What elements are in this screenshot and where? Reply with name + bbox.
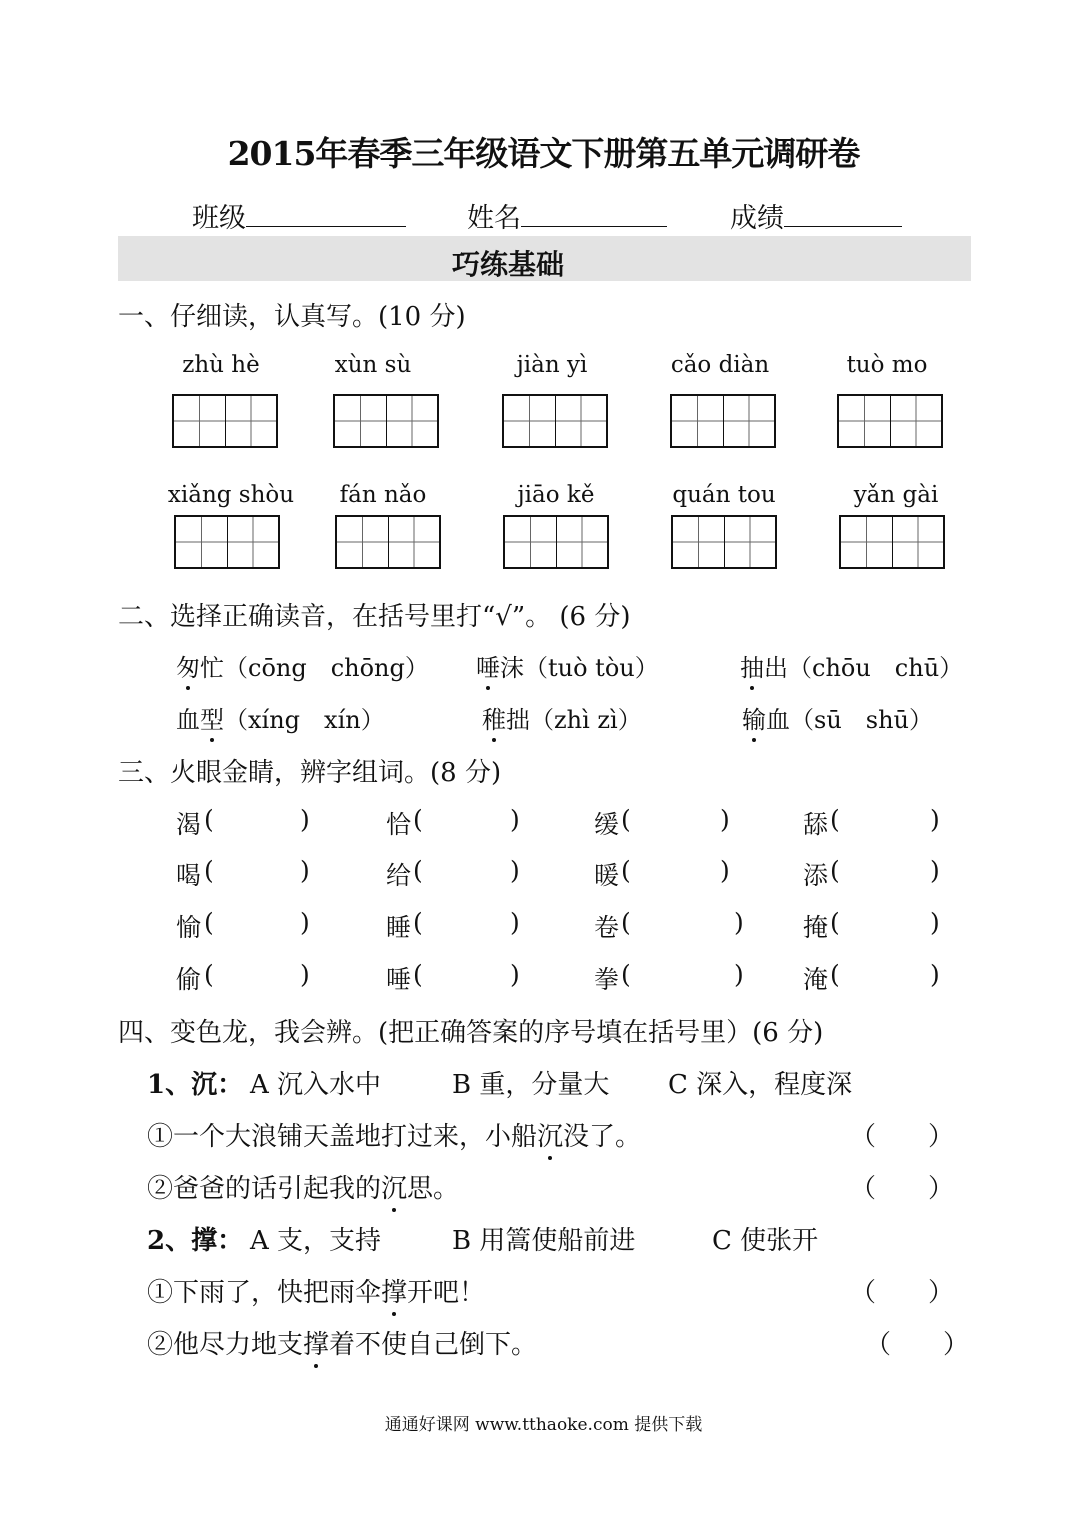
pinyin-label: jiàn yì	[516, 352, 588, 378]
pinyin-label: fán nǎo	[339, 482, 427, 508]
q2-option-c: C 使张开	[712, 1226, 819, 1256]
pronunciation-options[interactable]: （chōu chū）	[788, 654, 964, 682]
dotted-char: 抽	[740, 654, 764, 682]
dotted-char: 沉	[537, 1122, 564, 1152]
answer-slot[interactable]: (	[830, 960, 840, 989]
grid-cell[interactable]	[893, 517, 944, 567]
answer-paren[interactable]: （ ）	[850, 1174, 955, 1204]
writing-grid[interactable]	[503, 515, 609, 569]
answer-slot[interactable]: )	[300, 805, 310, 834]
pronunciation-options[interactable]: （xíng xín）	[224, 706, 385, 734]
grid-cell[interactable]	[504, 396, 556, 446]
writing-grid[interactable]	[172, 394, 278, 448]
grid-cell[interactable]	[389, 517, 440, 567]
question-2-label: 2、撑：	[147, 1226, 244, 1256]
writing-grid[interactable]	[839, 515, 945, 569]
word-char: 喝	[176, 861, 202, 890]
answer-slot[interactable]: (	[204, 856, 214, 885]
section-4-heading: 四、变色龙，我会辨。(把正确答案的序号填在括号里）(6 分)	[118, 1018, 824, 1048]
word-char: 恰	[386, 810, 412, 839]
dotted-char: 沉	[381, 1174, 408, 1204]
footer-text: 通通好课网 www.tthaoke.com 提供下载	[384, 1415, 703, 1435]
writing-grid[interactable]	[174, 515, 280, 569]
answer-slot[interactable]: (	[830, 856, 840, 885]
writing-grid[interactable]	[670, 394, 776, 448]
grid-cell[interactable]	[724, 396, 775, 446]
answer-slot[interactable]: )	[300, 856, 310, 885]
name-field	[467, 196, 667, 235]
pinyin-label: tuò mo	[846, 352, 928, 378]
class-label: 班级	[192, 203, 246, 234]
word-char: 拳	[594, 965, 620, 994]
pronunciation-options[interactable]: （zhì zì）	[530, 706, 642, 734]
grid-cell[interactable]	[387, 396, 438, 446]
answer-slot[interactable]: (	[413, 856, 423, 885]
word-char: 添	[803, 861, 829, 890]
grid-cell[interactable]	[556, 396, 607, 446]
grid-cell[interactable]	[557, 517, 608, 567]
answer-slot[interactable]: )	[930, 856, 940, 885]
q2-sentence-2: ②他尽力地支撑着不使自己倒下。	[147, 1330, 538, 1360]
pronunciation-options[interactable]: （cōng chōng）	[224, 654, 429, 682]
writing-grid[interactable]	[671, 515, 777, 569]
grid-cell[interactable]	[672, 396, 724, 446]
pinyin-label: cǎo diàn	[670, 352, 770, 378]
q1-option-b: B 重，分量大	[452, 1070, 610, 1100]
pinyin-label: zhù hè	[182, 352, 260, 378]
q2-option-b: B 用篙使船前进	[452, 1226, 636, 1256]
pronunciation-options[interactable]: （sū shū）	[790, 706, 934, 734]
q2-sentence-1: ①下雨了，快把雨伞撑开吧！	[147, 1278, 486, 1308]
word-char: 愉	[176, 913, 202, 942]
answer-slot[interactable]: (	[621, 908, 631, 937]
pronunciation-item: 匆忙（cōng chōng）	[176, 654, 429, 682]
answer-slot[interactable]: (	[204, 805, 214, 834]
answer-slot[interactable]: )	[734, 908, 744, 937]
section-2-heading: 二、选择正确读音，在括号里打“√”。 (6 分)	[118, 602, 631, 632]
dotted-char: 型	[200, 706, 224, 734]
pronunciation-item: 稚拙（zhì zì）	[482, 706, 642, 734]
word-char: 掩	[803, 913, 829, 942]
pronunciation-item: 输血（sū shū）	[742, 706, 934, 734]
q1-option-a: A 沉入水中	[250, 1070, 382, 1100]
writing-grid[interactable]	[837, 394, 943, 448]
answer-slot[interactable]: )	[510, 960, 520, 989]
word-char: 舔	[803, 810, 829, 839]
q2-option-a: A 支，支持	[250, 1226, 382, 1256]
score-label: 成绩	[730, 203, 784, 234]
answer-slot[interactable]: (	[413, 805, 423, 834]
grid-cell[interactable]	[891, 396, 942, 446]
dotted-char: 输	[742, 706, 766, 734]
writing-grid[interactable]	[502, 394, 608, 448]
score-blank[interactable]	[784, 200, 902, 227]
answer-slot[interactable]: (	[830, 908, 840, 937]
pronunciation-options[interactable]: （tuò tòu）	[524, 654, 659, 682]
grid-cell[interactable]	[505, 517, 557, 567]
answer-slot[interactable]: )	[930, 960, 940, 989]
answer-paren[interactable]: （ ）	[850, 1122, 955, 1152]
word-char: 睡	[386, 913, 412, 942]
pronunciation-item: 血型（xíng xín）	[176, 706, 385, 734]
pinyin-label: yǎn gài	[853, 482, 939, 508]
answer-slot[interactable]: (	[204, 908, 214, 937]
class-field	[192, 196, 406, 235]
grid-cell[interactable]	[337, 517, 389, 567]
answer-slot[interactable]: )	[300, 908, 310, 937]
page-title: 2015年春季三年级语文下册第五单元调研卷	[227, 134, 860, 173]
q1-sentence-1: ①一个大浪铺天盖地打过来，小船沉没了。	[147, 1122, 642, 1152]
q1-sentence-2: ②爸爸的话引起我的沉思。	[147, 1174, 460, 1204]
name-blank[interactable]	[521, 200, 667, 227]
grid-cell[interactable]	[841, 517, 893, 567]
grid-cell[interactable]	[839, 396, 891, 446]
section-3-heading: 三、火眼金睛，辨字组词。(8 分)	[118, 758, 502, 788]
answer-slot[interactable]: )	[720, 856, 730, 885]
answer-slot[interactable]: )	[930, 805, 940, 834]
grid-cell[interactable]	[673, 517, 725, 567]
word-char: 卷	[594, 913, 620, 942]
writing-grid[interactable]	[335, 515, 441, 569]
dotted-char: 稚	[482, 706, 506, 734]
grid-cell[interactable]	[725, 517, 776, 567]
question-1-label: 1、沉：	[147, 1070, 244, 1100]
answer-slot[interactable]: (	[413, 960, 423, 989]
band-title: 巧练基础	[451, 248, 564, 281]
word-char: 渴	[176, 810, 202, 839]
pinyin-label: xùn sù	[334, 352, 412, 378]
dotted-char: 撑	[303, 1330, 330, 1360]
answer-slot[interactable]: )	[510, 856, 520, 885]
answer-slot[interactable]: )	[734, 960, 744, 989]
answer-slot[interactable]: (	[204, 960, 214, 989]
grid-cell[interactable]	[335, 396, 387, 446]
answer-paren[interactable]: （ ）	[865, 1330, 970, 1360]
answer-slot[interactable]: )	[510, 805, 520, 834]
grid-cell[interactable]	[174, 396, 226, 446]
score-field	[730, 196, 902, 235]
pinyin-label: jiāo kě	[517, 482, 595, 508]
pronunciation-item: 抽出（chōu chū）	[740, 654, 964, 682]
word-char: 淹	[803, 965, 829, 994]
section-1-heading: 一、仔细读，认真写。(10 分)	[118, 302, 466, 332]
word-char: 偷	[176, 965, 202, 994]
answer-slot[interactable]: )	[510, 908, 520, 937]
grid-cell[interactable]	[176, 517, 228, 567]
answer-slot[interactable]: )	[300, 960, 310, 989]
writing-grid[interactable]	[333, 394, 439, 448]
pinyin-label: quán tou	[672, 482, 776, 508]
answer-slot[interactable]: (	[621, 805, 631, 834]
dotted-char: 撑	[381, 1278, 408, 1308]
answer-slot[interactable]: )	[720, 805, 730, 834]
word-char: 缓	[594, 810, 620, 839]
word-char: 给	[386, 861, 412, 890]
pronunciation-item: 唾沫（tuò tòu）	[476, 654, 659, 682]
q1-option-c: C 深入，程度深	[668, 1070, 853, 1100]
word-char: 暖	[594, 861, 620, 890]
pinyin-label: xiǎng shòu	[167, 482, 295, 508]
answer-paren[interactable]: （ ）	[850, 1278, 955, 1308]
word-char: 唾	[386, 965, 412, 994]
answer-slot[interactable]: (	[621, 856, 631, 885]
answer-slot[interactable]: (	[621, 960, 631, 989]
name-label: 姓名	[467, 203, 521, 234]
dotted-char: 唾	[476, 654, 500, 682]
grid-cell[interactable]	[226, 396, 277, 446]
answer-slot[interactable]: )	[930, 908, 940, 937]
dotted-char: 匆	[176, 654, 200, 682]
answer-slot[interactable]: (	[830, 805, 840, 834]
grid-cell[interactable]	[228, 517, 279, 567]
answer-slot[interactable]: (	[413, 908, 423, 937]
class-blank[interactable]	[246, 200, 406, 227]
